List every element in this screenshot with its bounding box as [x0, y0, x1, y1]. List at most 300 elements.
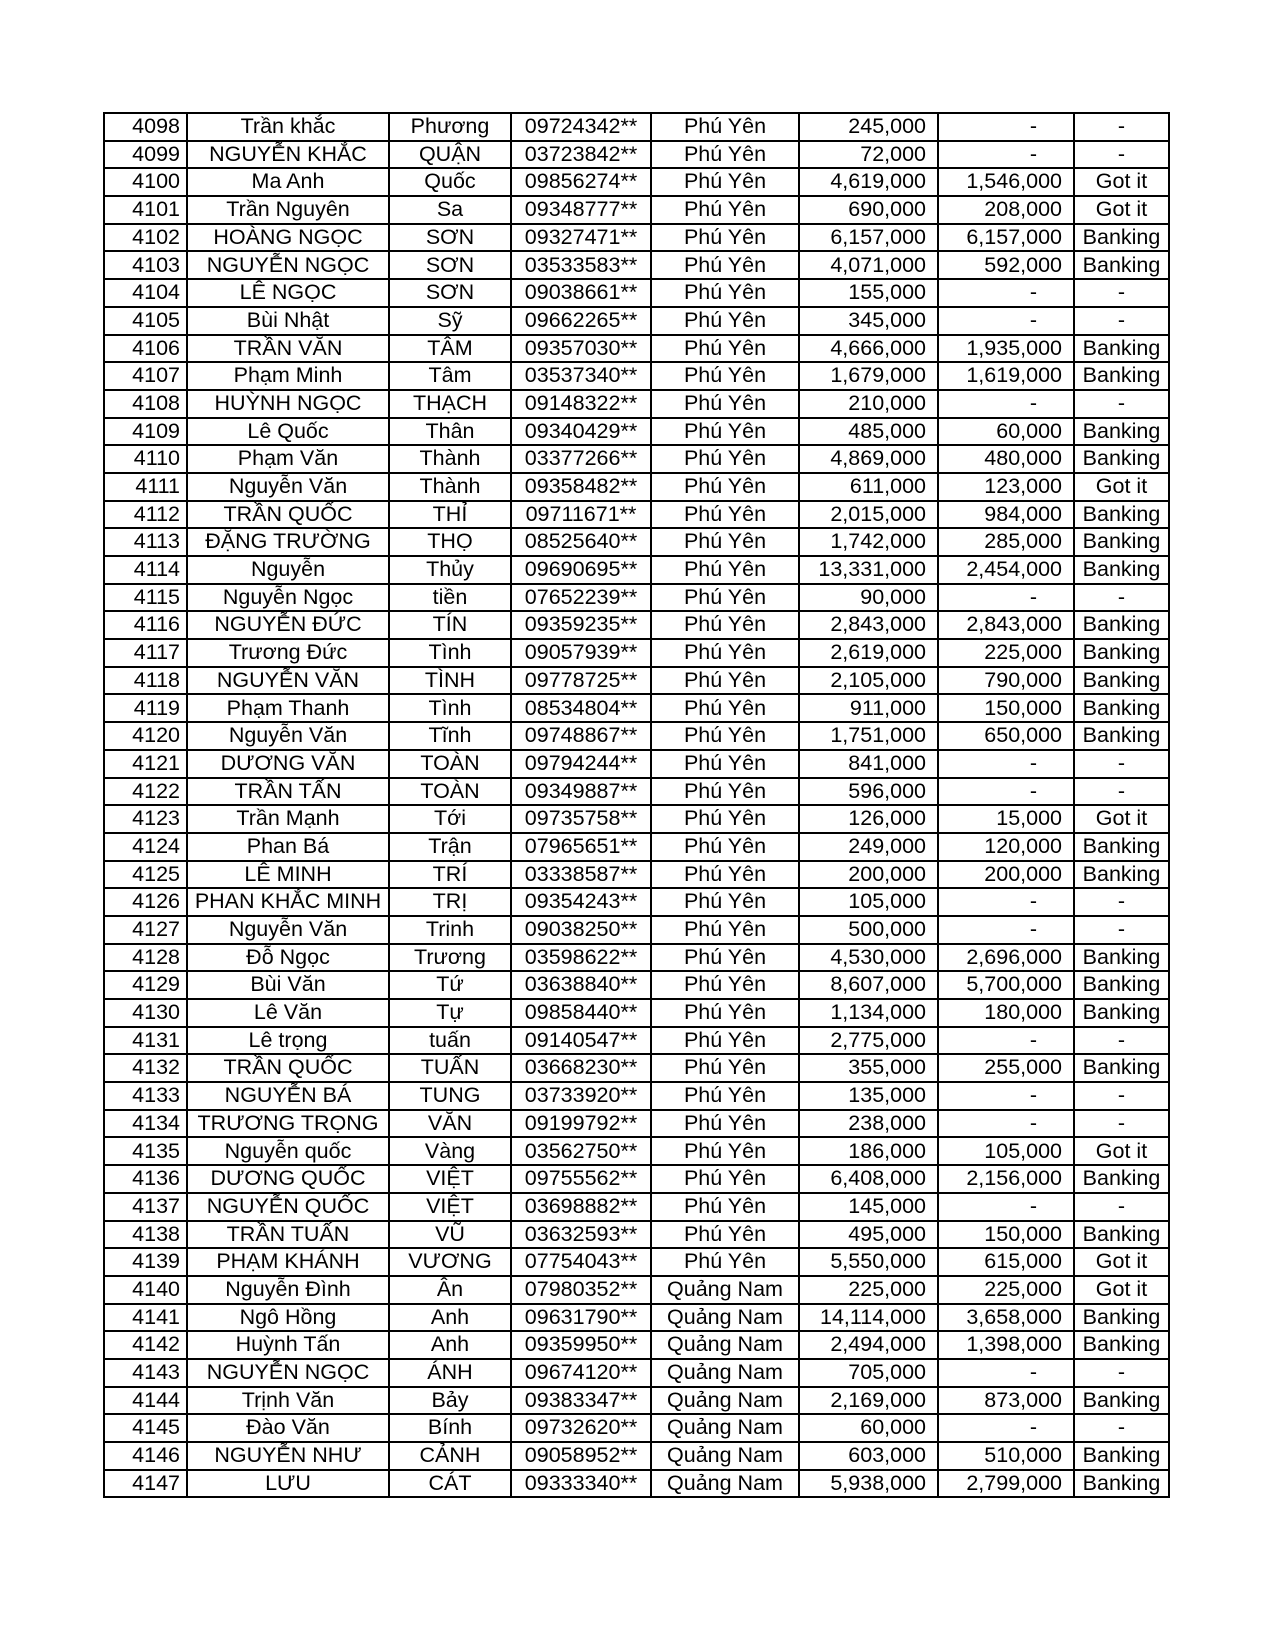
status-cell: - — [1074, 1359, 1169, 1387]
amount-cell: 105,000 — [799, 888, 938, 916]
phone-masked-cell: 09358482** — [511, 473, 651, 501]
row-id-cell: 4133 — [104, 1082, 187, 1110]
status-cell: Banking — [1074, 694, 1169, 722]
phone-masked-cell: 09199792** — [511, 1110, 651, 1138]
table-row — [104, 224, 1169, 252]
status-cell: Got it — [1074, 1137, 1169, 1165]
table-row — [104, 888, 1169, 916]
row-id-cell: 4105 — [104, 307, 187, 335]
last-name-cell: LÊ MINH — [187, 861, 389, 889]
amount-cell: 126,000 — [799, 805, 938, 833]
row-id-cell: 4132 — [104, 1054, 187, 1082]
paid-amount-cell: 255,000 — [938, 1054, 1074, 1082]
paid-amount-cell: - — [938, 113, 1074, 141]
province-cell: Phú Yên — [651, 307, 799, 335]
amount-cell: 2,015,000 — [799, 501, 938, 529]
status-cell: Banking — [1074, 335, 1169, 363]
phone-masked-cell: 09148322** — [511, 390, 651, 418]
table-row — [104, 1193, 1169, 1221]
table-row — [104, 1165, 1169, 1193]
province-cell: Phú Yên — [651, 501, 799, 529]
last-name-cell: NGUYỄN VĂN — [187, 667, 389, 695]
province-cell: Quảng Nam — [651, 1470, 799, 1498]
given-name-cell: Ân — [389, 1276, 511, 1304]
given-name-cell: Sỹ — [389, 307, 511, 335]
amount-cell: 705,000 — [799, 1359, 938, 1387]
amount-cell: 690,000 — [799, 196, 938, 224]
paid-amount-cell: 1,619,000 — [938, 362, 1074, 390]
last-name-cell: Đỗ Ngọc — [187, 944, 389, 972]
status-cell: Banking — [1074, 861, 1169, 889]
phone-masked-cell: 03668230** — [511, 1054, 651, 1082]
amount-cell: 135,000 — [799, 1082, 938, 1110]
paid-amount-cell: - — [938, 1027, 1074, 1055]
last-name-cell: HUỲNH NGỌC — [187, 390, 389, 418]
phone-masked-cell: 09357030** — [511, 335, 651, 363]
given-name-cell: tuấn — [389, 1027, 511, 1055]
province-cell: Phú Yên — [651, 113, 799, 141]
paid-amount-cell: - — [938, 307, 1074, 335]
row-id-cell: 4141 — [104, 1304, 187, 1332]
table-row — [104, 1331, 1169, 1359]
amount-cell: 5,550,000 — [799, 1248, 938, 1276]
amount-cell: 2,169,000 — [799, 1387, 938, 1415]
amount-cell: 596,000 — [799, 778, 938, 806]
paid-amount-cell: - — [938, 1414, 1074, 1442]
given-name-cell: TOÀN — [389, 778, 511, 806]
province-cell: Phú Yên — [651, 335, 799, 363]
row-id-cell: 4134 — [104, 1110, 187, 1138]
row-id-cell: 4119 — [104, 694, 187, 722]
phone-masked-cell: 09711671** — [511, 501, 651, 529]
row-id-cell: 4136 — [104, 1165, 187, 1193]
given-name-cell: VIỆT — [389, 1165, 511, 1193]
province-cell: Phú Yên — [651, 805, 799, 833]
last-name-cell: TRẦN TẤN — [187, 778, 389, 806]
given-name-cell: Trinh — [389, 916, 511, 944]
amount-cell: 186,000 — [799, 1137, 938, 1165]
province-cell: Phú Yên — [651, 944, 799, 972]
paid-amount-cell: 225,000 — [938, 639, 1074, 667]
paid-amount-cell: 1,546,000 — [938, 168, 1074, 196]
phone-masked-cell: 09755562** — [511, 1165, 651, 1193]
table-row — [104, 307, 1169, 335]
status-cell: Got it — [1074, 1276, 1169, 1304]
last-name-cell: Trần khắc — [187, 113, 389, 141]
table-row — [104, 196, 1169, 224]
province-cell: Quảng Nam — [651, 1414, 799, 1442]
province-cell: Phú Yên — [651, 694, 799, 722]
paid-amount-cell: - — [938, 888, 1074, 916]
status-cell: Banking — [1074, 445, 1169, 473]
status-cell: Banking — [1074, 1387, 1169, 1415]
status-cell: - — [1074, 1110, 1169, 1138]
amount-cell: 238,000 — [799, 1110, 938, 1138]
status-cell: - — [1074, 1414, 1169, 1442]
phone-masked-cell: 03537340** — [511, 362, 651, 390]
table-row — [104, 335, 1169, 363]
status-cell: Banking — [1074, 1470, 1169, 1498]
phone-masked-cell: 08525640** — [511, 528, 651, 556]
table-row — [104, 667, 1169, 695]
status-cell: Banking — [1074, 251, 1169, 279]
province-cell: Phú Yên — [651, 861, 799, 889]
phone-masked-cell: 09038250** — [511, 916, 651, 944]
amount-cell: 6,408,000 — [799, 1165, 938, 1193]
row-id-cell: 4124 — [104, 833, 187, 861]
province-cell: Phú Yên — [651, 473, 799, 501]
status-cell: - — [1074, 778, 1169, 806]
given-name-cell: CÁT — [389, 1470, 511, 1498]
province-cell: Phú Yên — [651, 916, 799, 944]
table-row — [104, 445, 1169, 473]
phone-masked-cell: 09058952** — [511, 1442, 651, 1470]
last-name-cell: NGUYỄN NHƯ — [187, 1442, 389, 1470]
table-row — [104, 1082, 1169, 1110]
table-row — [104, 1137, 1169, 1165]
last-name-cell: Nguyễn quốc — [187, 1137, 389, 1165]
province-cell: Quảng Nam — [651, 1359, 799, 1387]
amount-cell: 603,000 — [799, 1442, 938, 1470]
table-row — [104, 113, 1169, 141]
status-cell: - — [1074, 1082, 1169, 1110]
row-id-cell: 4128 — [104, 944, 187, 972]
row-id-cell: 4098 — [104, 113, 187, 141]
table-row — [104, 833, 1169, 861]
amount-cell: 1,751,000 — [799, 722, 938, 750]
paid-amount-cell: - — [938, 141, 1074, 169]
row-id-cell: 4137 — [104, 1193, 187, 1221]
table-row — [104, 1221, 1169, 1249]
last-name-cell: TRẦN TUẤN — [187, 1221, 389, 1249]
amount-cell: 355,000 — [799, 1054, 938, 1082]
province-cell: Quảng Nam — [651, 1442, 799, 1470]
phone-masked-cell: 09038661** — [511, 279, 651, 307]
province-cell: Phú Yên — [651, 584, 799, 612]
paid-amount-cell: 120,000 — [938, 833, 1074, 861]
province-cell: Phú Yên — [651, 833, 799, 861]
last-name-cell: Trương Đức — [187, 639, 389, 667]
last-name-cell: Trịnh Văn — [187, 1387, 389, 1415]
status-cell: - — [1074, 390, 1169, 418]
row-id-cell: 4120 — [104, 722, 187, 750]
status-cell: Banking — [1074, 999, 1169, 1027]
province-cell: Phú Yên — [651, 224, 799, 252]
paid-amount-cell: 790,000 — [938, 667, 1074, 695]
last-name-cell: PHẠM KHÁNH — [187, 1248, 389, 1276]
table-row — [104, 861, 1169, 889]
amount-cell: 2,775,000 — [799, 1027, 938, 1055]
phone-masked-cell: 09724342** — [511, 113, 651, 141]
last-name-cell: DƯƠNG QUỐC — [187, 1165, 389, 1193]
amount-cell: 249,000 — [799, 833, 938, 861]
province-cell: Phú Yên — [651, 639, 799, 667]
amount-cell: 611,000 — [799, 473, 938, 501]
paid-amount-cell: 285,000 — [938, 528, 1074, 556]
amount-cell: 2,619,000 — [799, 639, 938, 667]
amount-cell: 60,000 — [799, 1414, 938, 1442]
last-name-cell: NGUYỄN ĐỨC — [187, 611, 389, 639]
last-name-cell: Đào Văn — [187, 1414, 389, 1442]
paid-amount-cell: - — [938, 916, 1074, 944]
status-cell: - — [1074, 113, 1169, 141]
province-cell: Phú Yên — [651, 999, 799, 1027]
amount-cell: 155,000 — [799, 279, 938, 307]
amount-cell: 911,000 — [799, 694, 938, 722]
row-id-cell: 4116 — [104, 611, 187, 639]
row-id-cell: 4139 — [104, 1248, 187, 1276]
phone-masked-cell: 07980352** — [511, 1276, 651, 1304]
status-cell: - — [1074, 307, 1169, 335]
last-name-cell: Nguyễn — [187, 556, 389, 584]
last-name-cell: Nguyễn Văn — [187, 722, 389, 750]
phone-masked-cell: 09858440** — [511, 999, 651, 1027]
row-id-cell: 4100 — [104, 168, 187, 196]
given-name-cell: Trương — [389, 944, 511, 972]
given-name-cell: TÍN — [389, 611, 511, 639]
phone-masked-cell: 09359235** — [511, 611, 651, 639]
phone-masked-cell: 09732620** — [511, 1414, 651, 1442]
given-name-cell: Tới — [389, 805, 511, 833]
row-id-cell: 4121 — [104, 750, 187, 778]
amount-cell: 2,494,000 — [799, 1331, 938, 1359]
phone-masked-cell: 03562750** — [511, 1137, 651, 1165]
row-id-cell: 4146 — [104, 1442, 187, 1470]
given-name-cell: TÂM — [389, 335, 511, 363]
phone-masked-cell: 03733920** — [511, 1082, 651, 1110]
paid-amount-cell: - — [938, 1193, 1074, 1221]
amount-cell: 200,000 — [799, 861, 938, 889]
phone-masked-cell: 09748867** — [511, 722, 651, 750]
given-name-cell: VĂN — [389, 1110, 511, 1138]
province-cell: Phú Yên — [651, 888, 799, 916]
amount-cell: 1,134,000 — [799, 999, 938, 1027]
phone-masked-cell: 03632593** — [511, 1221, 651, 1249]
amount-cell: 495,000 — [799, 1221, 938, 1249]
given-name-cell: Anh — [389, 1304, 511, 1332]
status-cell: Banking — [1074, 944, 1169, 972]
last-name-cell: NGUYỄN QUỐC — [187, 1193, 389, 1221]
last-name-cell: Trần Nguyên — [187, 196, 389, 224]
given-name-cell: Tĩnh — [389, 722, 511, 750]
row-id-cell: 4115 — [104, 584, 187, 612]
phone-masked-cell: 07965651** — [511, 833, 651, 861]
amount-cell: 90,000 — [799, 584, 938, 612]
paid-amount-cell: 3,658,000 — [938, 1304, 1074, 1332]
phone-masked-cell: 09340429** — [511, 418, 651, 446]
phone-masked-cell: 09735758** — [511, 805, 651, 833]
row-id-cell: 4122 — [104, 778, 187, 806]
row-id-cell: 4118 — [104, 667, 187, 695]
status-cell: Banking — [1074, 418, 1169, 446]
last-name-cell: Nguyễn Văn — [187, 916, 389, 944]
amount-cell: 5,938,000 — [799, 1470, 938, 1498]
row-id-cell: 4112 — [104, 501, 187, 529]
phone-masked-cell: 03638840** — [511, 971, 651, 999]
last-name-cell: NGUYỄN NGỌC — [187, 1359, 389, 1387]
row-id-cell: 4103 — [104, 251, 187, 279]
province-cell: Phú Yên — [651, 750, 799, 778]
table-row — [104, 694, 1169, 722]
paid-amount-cell: 592,000 — [938, 251, 1074, 279]
phone-masked-cell: 07652239** — [511, 584, 651, 612]
paid-amount-cell: - — [938, 1082, 1074, 1110]
paid-amount-cell: 984,000 — [938, 501, 1074, 529]
paid-amount-cell: 2,696,000 — [938, 944, 1074, 972]
status-cell: Banking — [1074, 639, 1169, 667]
province-cell: Phú Yên — [651, 778, 799, 806]
paid-amount-cell: 6,157,000 — [938, 224, 1074, 252]
row-id-cell: 4126 — [104, 888, 187, 916]
row-id-cell: 4142 — [104, 1331, 187, 1359]
given-name-cell: Sa — [389, 196, 511, 224]
last-name-cell: Trần Mạnh — [187, 805, 389, 833]
table-row — [104, 584, 1169, 612]
phone-masked-cell: 09359950** — [511, 1331, 651, 1359]
table-row — [104, 944, 1169, 972]
phone-masked-cell: 09057939** — [511, 639, 651, 667]
row-id-cell: 4147 — [104, 1470, 187, 1498]
paid-amount-cell: 15,000 — [938, 805, 1074, 833]
row-id-cell: 4113 — [104, 528, 187, 556]
given-name-cell: QUẬN — [389, 141, 511, 169]
province-cell: Phú Yên — [651, 1110, 799, 1138]
status-cell: Banking — [1074, 1442, 1169, 1470]
row-id-cell: 4138 — [104, 1221, 187, 1249]
given-name-cell: Tâm — [389, 362, 511, 390]
phone-masked-cell: 09140547** — [511, 1027, 651, 1055]
paid-amount-cell: 1,398,000 — [938, 1331, 1074, 1359]
given-name-cell: TOÀN — [389, 750, 511, 778]
paid-amount-cell: 180,000 — [938, 999, 1074, 1027]
province-cell: Phú Yên — [651, 141, 799, 169]
amount-cell: 72,000 — [799, 141, 938, 169]
status-cell: Banking — [1074, 667, 1169, 695]
status-cell: Banking — [1074, 1304, 1169, 1332]
amount-cell: 345,000 — [799, 307, 938, 335]
paid-amount-cell: 105,000 — [938, 1137, 1074, 1165]
given-name-cell: Thành — [389, 445, 511, 473]
amount-cell: 6,157,000 — [799, 224, 938, 252]
given-name-cell: TÌNH — [389, 667, 511, 695]
last-name-cell: Phạm Minh — [187, 362, 389, 390]
row-id-cell: 4143 — [104, 1359, 187, 1387]
table-row — [104, 473, 1169, 501]
amount-cell: 4,619,000 — [799, 168, 938, 196]
row-id-cell: 4110 — [104, 445, 187, 473]
row-id-cell: 4125 — [104, 861, 187, 889]
province-cell: Phú Yên — [651, 362, 799, 390]
phone-masked-cell: 09348777** — [511, 196, 651, 224]
last-name-cell: PHAN KHẮC MINH — [187, 888, 389, 916]
paid-amount-cell: - — [938, 1110, 1074, 1138]
province-cell: Quảng Nam — [651, 1387, 799, 1415]
paid-amount-cell: 150,000 — [938, 694, 1074, 722]
last-name-cell: LƯU — [187, 1470, 389, 1498]
row-id-cell: 4117 — [104, 639, 187, 667]
given-name-cell: SƠN — [389, 224, 511, 252]
phone-masked-cell: 03533583** — [511, 251, 651, 279]
row-id-cell: 4144 — [104, 1387, 187, 1415]
province-cell: Phú Yên — [651, 390, 799, 418]
paid-amount-cell: 2,799,000 — [938, 1470, 1074, 1498]
row-id-cell: 4108 — [104, 390, 187, 418]
row-id-cell: 4123 — [104, 805, 187, 833]
paid-amount-cell: 2,843,000 — [938, 611, 1074, 639]
table-row — [104, 501, 1169, 529]
given-name-cell: VIỆT — [389, 1193, 511, 1221]
last-name-cell: Ma Anh — [187, 168, 389, 196]
last-name-cell: Phạm Thanh — [187, 694, 389, 722]
given-name-cell: Thủy — [389, 556, 511, 584]
table-row — [104, 390, 1169, 418]
paid-amount-cell: 873,000 — [938, 1387, 1074, 1415]
table-row — [104, 639, 1169, 667]
amount-cell: 13,331,000 — [799, 556, 938, 584]
row-id-cell: 4135 — [104, 1137, 187, 1165]
phone-masked-cell: 09327471** — [511, 224, 651, 252]
phone-masked-cell: 03338587** — [511, 861, 651, 889]
row-id-cell: 4127 — [104, 916, 187, 944]
given-name-cell: Tình — [389, 639, 511, 667]
given-name-cell: Bảy — [389, 1387, 511, 1415]
amount-cell: 485,000 — [799, 418, 938, 446]
table-body — [104, 113, 1169, 1497]
phone-masked-cell: 09631790** — [511, 1304, 651, 1332]
status-cell: - — [1074, 1193, 1169, 1221]
given-name-cell: Anh — [389, 1331, 511, 1359]
phone-masked-cell: 09690695** — [511, 556, 651, 584]
last-name-cell: NGUYỄN KHẮC — [187, 141, 389, 169]
last-name-cell: NGUYỄN BÁ — [187, 1082, 389, 1110]
status-cell: - — [1074, 141, 1169, 169]
paid-amount-cell: - — [938, 778, 1074, 806]
province-cell: Phú Yên — [651, 722, 799, 750]
given-name-cell: Tứ — [389, 971, 511, 999]
paid-amount-cell: 480,000 — [938, 445, 1074, 473]
amount-cell: 1,679,000 — [799, 362, 938, 390]
province-cell: Phú Yên — [651, 168, 799, 196]
row-id-cell: 4101 — [104, 196, 187, 224]
table-row — [104, 362, 1169, 390]
province-cell: Phú Yên — [651, 1082, 799, 1110]
given-name-cell: SƠN — [389, 279, 511, 307]
province-cell: Phú Yên — [651, 1165, 799, 1193]
status-cell: Banking — [1074, 1165, 1169, 1193]
given-name-cell: TUNG — [389, 1082, 511, 1110]
paid-amount-cell: - — [938, 390, 1074, 418]
row-id-cell: 4131 — [104, 1027, 187, 1055]
row-id-cell: 4109 — [104, 418, 187, 446]
paid-amount-cell: 150,000 — [938, 1221, 1074, 1249]
province-cell: Phú Yên — [651, 196, 799, 224]
phone-masked-cell: 03723842** — [511, 141, 651, 169]
amount-cell: 4,666,000 — [799, 335, 938, 363]
row-id-cell: 4102 — [104, 224, 187, 252]
table-row — [104, 528, 1169, 556]
status-cell: Banking — [1074, 1221, 1169, 1249]
status-cell: - — [1074, 1027, 1169, 1055]
province-cell: Quảng Nam — [651, 1304, 799, 1332]
paid-amount-cell: 2,454,000 — [938, 556, 1074, 584]
table-row — [104, 750, 1169, 778]
phone-masked-cell: 03598622** — [511, 944, 651, 972]
table-row — [104, 279, 1169, 307]
last-name-cell: Phan Bá — [187, 833, 389, 861]
given-name-cell: Thành — [389, 473, 511, 501]
last-name-cell: Huỳnh Tấn — [187, 1331, 389, 1359]
last-name-cell: Nguyễn Văn — [187, 473, 389, 501]
